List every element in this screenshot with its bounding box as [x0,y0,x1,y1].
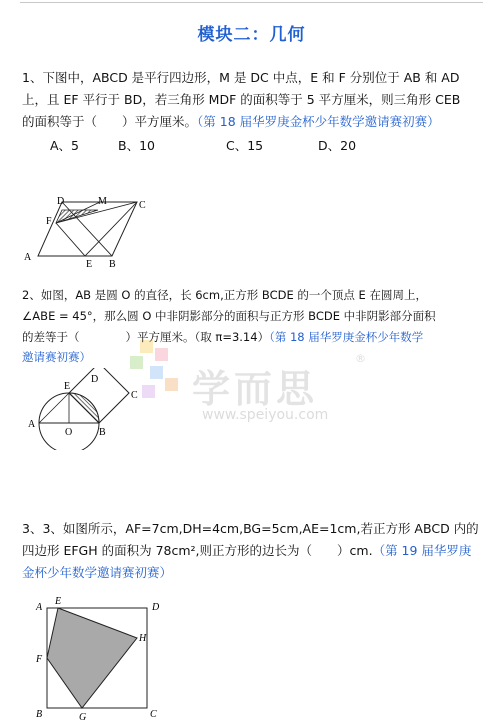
q2-label-d: D [91,374,99,385]
q3-label-c: C [150,709,157,720]
q3-line3: 金杯少年数学邀请赛初赛） [22,565,173,580]
q2-line4: 邀请赛初赛） [22,350,91,364]
q3-label-a: A [36,602,43,613]
q2-label-o: O [65,427,73,438]
q3-line1: 3、3、如图所示，AF=7cm,DH=4cm,BG=5cm,AE=1cm,若正方形 ABCD 内的 [22,521,479,536]
q3-quadrilateral-efgh [47,608,137,708]
q1-label-b: B [109,259,116,270]
top-rule [20,2,483,3]
q1-option-d: D、20 [318,138,357,153]
q2-label-e: E [64,381,71,392]
watermark-square [165,378,178,391]
q2-source-part1: （第 18 届华罗庚金杯少年数学 [269,330,424,344]
q3-line2-text: 四边形 EFGH 的面积为 78cm²,则正方形的边长为（ ）cm. [22,543,373,558]
q2-label-c: C [131,390,138,401]
q1-segment-fe [56,223,85,256]
q3-label-f: F [36,654,43,665]
watermark-reg: ® [355,352,366,365]
q2-label-a: A [28,419,36,430]
q2-line1: 2、如图，AB 是圆 O 的直径，长 6cm,正方形 BCDE 的一个顶点 E 在圆周上， [22,288,427,302]
q2-label-b: B [99,427,106,438]
q1-figure [0,190,180,270]
q2-figure [10,368,150,450]
q1-option-c: C、15 [226,138,264,153]
q3-label-d: D [152,602,160,613]
q1-label-a: A [24,252,32,263]
q1-option-a: A、5 [50,138,80,153]
q3-line2 [22,540,471,562]
q1-option-b: B、10 [118,138,155,153]
watermark-square [155,348,168,361]
q2-line3 [22,327,423,348]
q1-label-d: D [57,196,65,207]
watermark-square [150,366,163,379]
q3-source-part1: （第 19 届华罗庚 [372,543,472,558]
q3-figure [30,592,190,726]
q1-line2: 上，且 EF 平行于 BD，若三角形 MDF 的面积等于 5 平方厘米，则三角形 CEB [22,92,461,107]
q1-label-f: F [46,216,52,227]
page-title: 模块二：几何 [197,25,306,45]
q1-line3 [22,111,440,133]
q3-label-g: G [79,712,87,723]
q1-label-c: C [139,200,146,211]
q3-label-h: H [139,633,147,644]
q2-line2: ∠ABE = 45°，那么圆 O 中非阴影部分的面积与正方形 BCDE 中非阴影部分面积 [22,309,436,323]
q1-label-m: M [98,196,107,207]
q1-line1: 1、下图中，ABCD 是平行四边形，M 是 DC 中点，E 和 F 分别位于 AB 和 AD [22,70,460,85]
q3-label-b: B [36,709,43,720]
watermark-logo-text: 学而思 [192,367,319,411]
q1-source: （第 18 届华罗庚金杯少年数学邀请赛初赛） [197,114,440,129]
q2-line3-text: 的差等于（ ）平方厘米。（取 π=3.14） [22,330,270,344]
q3-label-e: E [55,596,62,607]
q1-label-e: E [86,259,93,270]
watermark-url: www.speiyou.com [202,407,329,423]
q1-line3-text: 的面积等于（ ）平方厘米。 [22,114,198,129]
